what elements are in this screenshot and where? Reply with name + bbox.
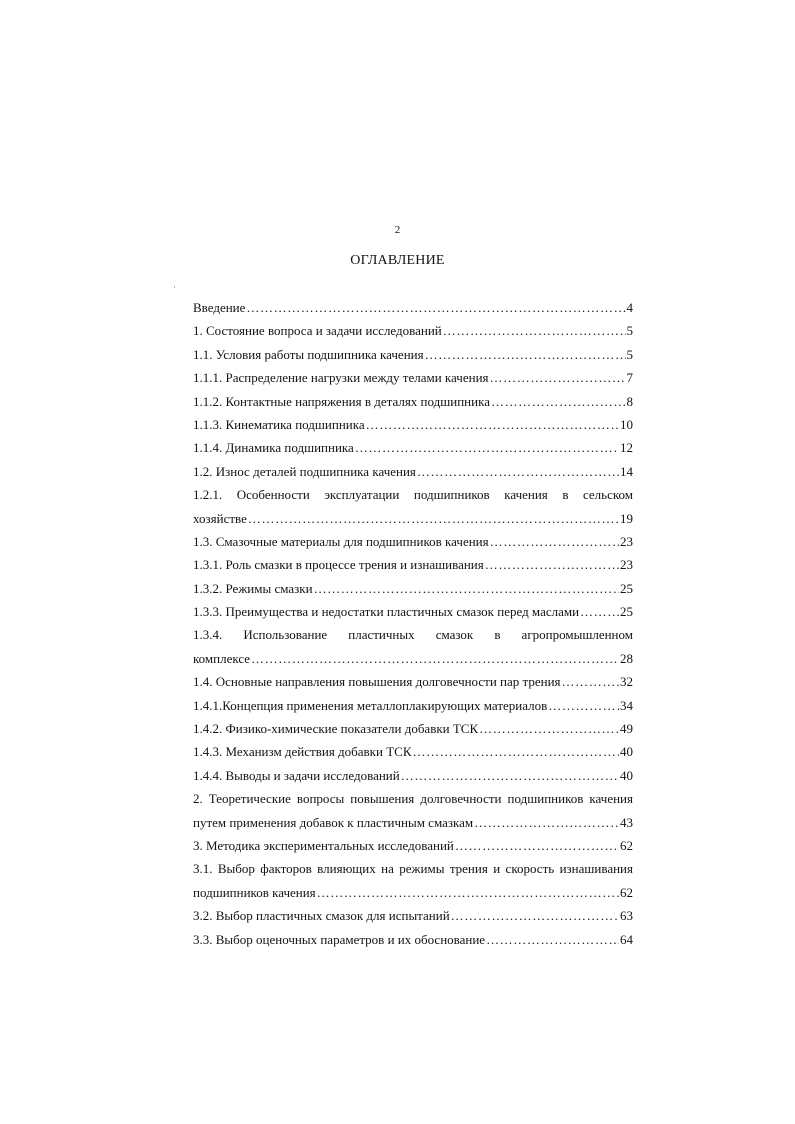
toc-entry-title: 1.4.2. Физико-химические показатели добавки ТСК <box>193 721 479 737</box>
toc-entry-title: 1.4.3. Механизм действия добавки ТСК <box>193 744 412 760</box>
toc-entry-title: 1. Состояние вопроса и задачи исследований <box>193 323 442 339</box>
toc-entry-page: 7 <box>626 370 633 386</box>
toc-entry-page: 43 <box>620 814 633 830</box>
toc-leader-dots <box>455 834 619 857</box>
toc-entry-page: 40 <box>620 767 633 783</box>
toc-entry-page: 25 <box>620 604 633 620</box>
toc-entry-title-continued: подшипников качения <box>193 884 316 900</box>
toc-entry-page: 34 <box>620 697 633 713</box>
toc-entry-title: 1.4.1.Концепция применения металлоплакирующих материалов <box>193 697 548 713</box>
toc-entry <box>193 296 633 319</box>
toc-entry <box>193 413 633 436</box>
toc-entry-title: 1.2.1. Особенности эксплуатации подшипников качения в сельском <box>193 487 633 503</box>
toc-leader-dots <box>474 811 619 834</box>
toc-entry-title-continued: комплексе <box>193 650 251 666</box>
toc-entry-page: 5 <box>626 346 633 362</box>
toc-entry <box>193 928 633 951</box>
toc-entry-first-line <box>193 483 633 506</box>
toc-leader-dots <box>401 764 619 787</box>
toc-entry-page: 12 <box>620 440 633 456</box>
toc-entry <box>193 717 633 740</box>
toc-leader-dots <box>479 717 619 740</box>
toc-leader-dots <box>251 647 619 670</box>
toc-entry-title: 1.4.4. Выводы и задачи исследований <box>193 767 400 783</box>
toc-entry-page: 23 <box>620 533 633 549</box>
toc-entry-page: 19 <box>620 510 633 526</box>
margin-mark: · <box>173 282 176 292</box>
toc-entry-title: 2. Теоретические вопросы повышения долговечности подшипников качения <box>193 791 633 807</box>
toc-entry-first-line <box>193 623 633 646</box>
toc-entry <box>193 670 633 693</box>
toc-entry-page: 23 <box>620 557 633 573</box>
toc-leader-dots <box>417 460 619 483</box>
toc-entry-page: 49 <box>620 721 633 737</box>
toc-entry-title: 3.3. Выбор оценочных параметров и их обоснование <box>193 931 486 947</box>
toc-entry-title: 3. Методика экспериментальных исследований <box>193 837 454 853</box>
toc-entry-title: 1.1.2. Контактные напряжения в деталях подшипника <box>193 393 490 409</box>
toc-entry <box>193 436 633 459</box>
toc-entry <box>193 577 633 600</box>
toc-entry-title: 1.1.1. Распределение нагрузки между телами качения <box>193 370 489 386</box>
toc-entry-page: 63 <box>620 908 633 924</box>
toc-entry-first-line <box>193 787 633 810</box>
toc-entry-title: 1.3.1. Роль смазки в процессе трения и изнашивания <box>193 557 484 573</box>
toc-entry-page: 28 <box>620 650 633 666</box>
toc-entry <box>193 319 633 342</box>
toc-leader-dots <box>490 530 619 553</box>
toc-entry-page: 14 <box>620 463 633 479</box>
toc-entry-page: 4 <box>626 300 633 315</box>
toc-entry <box>193 694 633 717</box>
toc-entry-title: 1.3. Смазочные материалы для подшипников качения <box>193 533 489 549</box>
toc-entry-title: 1.1. Условия работы подшипника качения <box>193 346 424 362</box>
toc-leader-dots <box>246 296 625 319</box>
toc-leader-dots <box>562 670 619 693</box>
toc-entry <box>193 740 633 763</box>
toc-entry-title: 1.3.4. Использование пластичных смазок в агропромышленном <box>193 627 633 643</box>
toc-entry <box>193 343 633 366</box>
toc-entry <box>193 881 633 904</box>
toc-entry-title-continued: хозяйстве <box>193 510 247 526</box>
toc-entry-title: 3.1. Выбор факторов влияющих на режимы трения и скорость изнашивания <box>193 861 633 877</box>
toc-entry <box>193 390 633 413</box>
toc-entry-title: 1.2. Износ деталей подшипника качения <box>193 463 416 479</box>
toc-entry-page: 40 <box>620 744 633 760</box>
toc-entry-page: 64 <box>620 931 633 947</box>
toc-entry <box>193 460 633 483</box>
toc-entry-page: 62 <box>620 884 633 900</box>
toc-entry <box>193 904 633 927</box>
toc-leader-dots <box>486 928 619 951</box>
toc-entry <box>193 366 633 389</box>
toc-entry <box>193 834 633 857</box>
table-of-contents <box>193 296 633 951</box>
toc-entry <box>193 811 633 834</box>
toc-leader-dots <box>355 436 619 459</box>
toc-leader-dots <box>485 553 619 576</box>
toc-entry-title: 1.1.4. Динамика подшипника <box>193 440 354 456</box>
toc-entry <box>193 530 633 553</box>
toc-entry-title-continued: путем применения добавок к пластичным смазкам <box>193 814 474 830</box>
toc-leader-dots <box>490 366 626 389</box>
toc-heading: ОГЛАВЛЕНИЕ <box>350 253 445 268</box>
toc-entry-title: 3.2. Выбор пластичных смазок для испытаний <box>193 908 450 924</box>
toc-leader-dots <box>580 600 619 623</box>
toc-entry-title: 1.1.3. Кинематика подшипника <box>193 416 365 432</box>
toc-entry-first-line <box>193 857 633 880</box>
toc-entry-title: 1.3.2. Режимы смазки <box>193 580 313 596</box>
toc-entry <box>193 600 633 623</box>
toc-entry-title: 1.3.3. Преимущества и недостатки пластичных смазок перед маслами <box>193 604 580 620</box>
toc-entry <box>193 553 633 576</box>
toc-entry-page: 10 <box>620 416 633 432</box>
toc-leader-dots <box>491 390 626 413</box>
toc-entry <box>193 507 633 530</box>
toc-entry-page: 25 <box>620 580 633 596</box>
toc-leader-dots <box>366 413 619 436</box>
toc-leader-dots <box>451 904 619 927</box>
toc-leader-dots <box>317 881 619 904</box>
toc-entry-page: 62 <box>620 837 633 853</box>
toc-entry-page: 32 <box>620 674 633 690</box>
toc-leader-dots <box>413 740 620 763</box>
toc-leader-dots <box>248 507 619 530</box>
toc-entry-page: 8 <box>626 393 633 409</box>
toc-entry <box>193 647 633 670</box>
toc-entry-page: 5 <box>626 323 633 339</box>
page-number: 2 <box>394 224 401 236</box>
toc-leader-dots <box>425 343 626 366</box>
toc-leader-dots <box>314 577 619 600</box>
toc-entry-title: Введение <box>193 300 246 315</box>
toc-entry <box>193 764 633 787</box>
toc-leader-dots <box>548 694 619 717</box>
toc-entry-title: 1.4. Основные направления повышения долговечности пар трения <box>193 674 561 690</box>
toc-leader-dots <box>443 319 626 342</box>
